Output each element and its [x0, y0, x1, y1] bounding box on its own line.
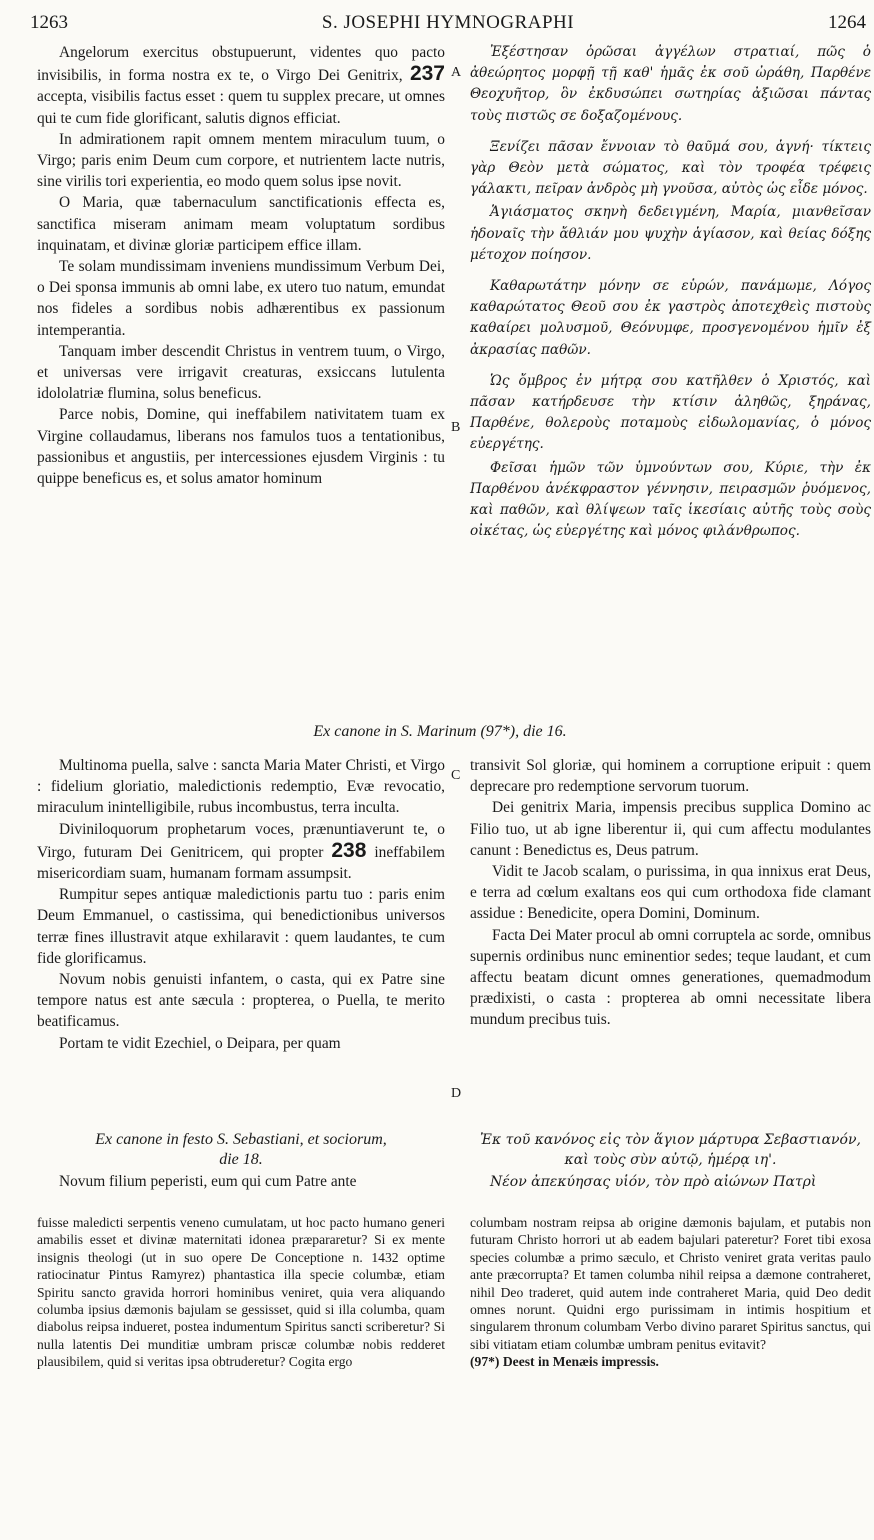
paragraph: Ξενίζει πᾶσαν ἔννοιαν τὸ θαῦμά σου, ἁγνή· τίκτεις γὰρ Θεὸν μετὰ σώματος, καὶ τὸν τροφέα τρέφεις γάλακτι, πεῖραν ἀνδρὸς μὴ γνοῦσα, αὐτὸς ὡς εἶδε μόνος.: [470, 138, 871, 198]
paragraph: Ἁγιάσματος σκηνὴ δεδειγμένη, Μαρία, μιανθεῖσαν ἡδοναῖς τὴν ἄθλιάν μου ψυχὴν ἁγίασον, καὶ θείας δόξης μέτοχον ποίησον.: [470, 204, 871, 263]
paragraph: Novum filium peperisti, eum qui cum Patre ante: [59, 1173, 357, 1190]
heading-line: die 18.: [219, 1151, 263, 1168]
paragraph: O Maria, quæ tabernaculum sanctificationis effecta es, sanctifica miseram animam meam voluptatum sordibus inquinatam, et divinæ gloriæ participem effice illam.: [37, 194, 445, 254]
page-number-right: 1264: [828, 12, 866, 33]
column-number: 237: [409, 62, 445, 86]
paragraph: [37, 819, 445, 885]
page-number-left: 1263: [30, 12, 68, 33]
paragraph: Ἐξέστησαν ὁρῶσαι ἀγγέλων στρατιαί, πῶς ὁ ἀθεώρητος μορφῇ τῇ καθ' ἡμᾶς ἐκ σοῦ ὠράθη, Παρθένε Θεοχυῆτορ, ὃν ἐκδυσώπει σωτηρίας ἀξιῶσαι πάντας τοὺς πιστῶς σε δοξαζομένους.: [470, 44, 871, 124]
footnote-text: columbam nostram reipsa ab origine dæmonis bajulam, et putabis non futuram Christo horrori ut ab eadem bajulari pateretur? Foret tibi exosa species columbæ a primo sæculo, et Christo veniret grata veritas paulo ante præcorrupta? Et tamen columba nihil reipsa a dæmone contraheret, nihil Deo traderet, quid autem inde contraheret Maria, quid Deo dedit omnes norunt. Quidni ergo purissimam in intimis hospitium et singularem thronum columbam Verbo divino pararet Spiritus sanctus, qui sibi vitiatam etiam columbæ umbram penitus evitavit?: [470, 1215, 871, 1352]
paragraph: Te solam mundissimam inveniens mundissimum Verbum Dei, o Dei sponsa immunis ab omni labe, ex utero tuo natum, emundat nos fideles a sordibus nobis adhærentibus ex passionum intemperantia.: [37, 258, 445, 339]
paragraph: Dei genitrix Maria, impensis precibus supplica Domino ac Filio tuo, ut ab igne liberentur ii, qui cum affectu modulantes canunt : Benedictus es, Deus patrum.: [470, 799, 871, 859]
paragraph: Parce nobis, Domine, qui ineffabilem nativitatem tuam ex Virgine collaudamus, liberans nos famulos tuos a tentationibus, passionibus et angustiis, per intercessiones ejusdem Virginis : tu quippe beneficus es, et solus amator hominum: [37, 406, 445, 488]
running-header: [30, 12, 866, 36]
section-heading: Ex canone in S. Marinum (97*), die 16.: [313, 723, 567, 740]
margin-letter-c: C: [451, 768, 461, 783]
column-number: 238: [331, 838, 367, 862]
section-heading-greek: [470, 1130, 871, 1194]
latin-column-1: [37, 42, 445, 489]
greek-column-1: [470, 42, 871, 544]
paragraph-text: Angelorum exercitus obstupuerunt, videntes quo pacto invisibilis, in forma nostra ex te, o Virgo Dei Genitrix,: [37, 44, 445, 85]
heading-line: Ἐκ τοῦ κανόνος εἰς τὸν ἅγιον μάρτυρα Σεβαστιανόν, καὶ τοὺς σὺν αὐτῷ, ἡμέρᾳ ιη'.: [480, 1132, 861, 1168]
paragraph-text: accepta, visibilis factus esset : quem tu supplex precare, ut omnes qui te cum fide glorificant, salutis dignos efficiat.: [37, 88, 445, 127]
paragraph: Vidit te Jacob scalam, o purissima, in qua innixus erat Deus, e terra ad cœlum exaltans eos qui cum orthodoxa fide clamant assidue : Benedicite, opera Domini, Dominum.: [470, 863, 871, 923]
footnote-right: [470, 1214, 871, 1371]
paragraph: Καθαρωτάτην μόνην σε εὑρών, πανάμωμε, Λόγος καθαρώτατος Θεοῦ σου ἐκ γαστρὸς ἀποτεχθεὶς πιστοὺς καθαίρει μολυσμοῦ, Θεόνυμφε, προσγενομένου ἡμῖν ἐξ ἀκρασίας παθῶν.: [470, 278, 871, 358]
paragraph-text: ineffabilem misericordiam suam, humanam formam assumpsit.: [37, 843, 445, 883]
paragraph: Φεῖσαι ἡμῶν τῶν ὑμνούντων σου, Κύριε, τὴν ἐκ Παρθένου ἀνέκφραστον γέννησιν, πειρασμῶν ῥυόμενος, καὶ παθῶν, καὶ θλίψεων ταῖς ἱκεσίαις αὐτῆς τοὺς σοὺς οἰκέτας, ὡς εὐεργέτης καὶ μόνος φιλάνθρωπος.: [470, 459, 871, 540]
running-title: S. JOSEPHI HYMNOGRAPHI: [321, 12, 575, 33]
latin-column-2-left: [37, 755, 445, 1054]
paragraph: Rumpitur sepes antiquæ maledictionis partu tuo : paris enim Deum Emmanuel, o castissima, qui benedictionibus universos terræ fines illustravit atque exhilaravit : quem laudantes, te cum fide glorificamus.: [37, 886, 445, 967]
paragraph: Novum nobis genuisti infantem, o casta, qui ex Patre sine tempore natus est ante sæcula : propterea, o Puella, te merito beatificamus.: [37, 971, 445, 1031]
paragraph: Portam te vidit Ezechiel, o Deipara, per quam: [59, 1034, 341, 1052]
footnote-97: (97*) Deest in Menæis impressis.: [470, 1354, 659, 1370]
paragraph: In admirationem rapit omnem mentem miraculum tuum, o Virgo; paris enim Deum cum corpore, et nutrientem lacte nutris, sine virilis tori experientia, eo modo quem solus ipse novit.: [37, 130, 445, 191]
footnote-left: fuisse maledicti serpentis veneno cumulatam, ut hoc pacto humano generi amabilis esset et divinæ maternitati idonea præpararetur? Si ex mente insignis theologi (ut in suo opere De Conceptione n. 1432 optime ratiocinatur Pintus Ramyrez) phantastica illa specie columbæ, etiam Spiritu sancto gravida horrori hominibus veniret, quia vera aliquando columba ipsius dæmonis bajulam se gessisset, quid si illa columba, quam diabolus reipsa indueret, postea indumentum Spiritus sancti scriberetur? Si nulla latentis Dei munditiæ umbram priscæ columbæ nobis redderet plausibilem, quid si veritas ipsa obtruderetur? Cogita ergo: [37, 1215, 445, 1370]
section-heading-latin: [37, 1130, 445, 1194]
paragraph: Tanquam imber descendit Christus in ventrem tuum, o Virgo, et universas vere irrigavit creaturas, exsiccans lutulenta idololatriæ flumina, solus beneficus.: [37, 342, 445, 403]
heading-line: Ex canone in festo S. Sebastiani, et sociorum,: [95, 1131, 387, 1148]
margin-letter-a: A: [451, 65, 462, 80]
latin-column-2-right: [470, 755, 871, 1031]
paragraph: Νέον ἀπεκύησας υἱόν, τὸν πρὸ αἰώνων Πατρὶ: [490, 1174, 817, 1190]
paragraph: Multinoma puella, salve : sancta Maria Mater Christi, et Virgo : fidelium gloriatio, maledictionis redemptio, Evæ revocatio, miraculum inintelligibile, rubus incombustus, terra inculta.: [37, 757, 445, 817]
paragraph: transivit Sol gloriæ, qui hominem a corruptione eripuit : quem deprecare pro redemptione servorum tuorum.: [470, 757, 871, 796]
paragraph: Ὡς ὄμβρος ἐν μήτρᾳ σου κατῆλθεν ὁ Χριστός, καὶ πᾶσαν κατήρδευσε τὴν κτίσιν ἀληθῶς, ξηράνας, Παρθένε, θολεροὺς ποταμοὺς εἰδωλομανίας, ὁ μόνος εὐεργέτης.: [470, 372, 871, 453]
paragraph: Facta Dei Mater procul ab omni corruptela ac sorde, omnibus supernis ordinibus nunc eminentior sedes; teque laudant, et cum affectu beatam dicunt omnes generationes, quemadmodum prædixisti, o casta : propterea ab omni necessitate libera mundum precibus tuis.: [470, 926, 871, 1029]
margin-letter-d: D: [451, 1086, 462, 1101]
paragraph: [37, 42, 445, 129]
margin-letter-b: B: [451, 420, 461, 435]
paragraph-text: Diviniloquorum prophetarum voces, prænuntiaverunt te, o Virgo, futuram Dei Genitricem, qui propter: [37, 820, 445, 861]
